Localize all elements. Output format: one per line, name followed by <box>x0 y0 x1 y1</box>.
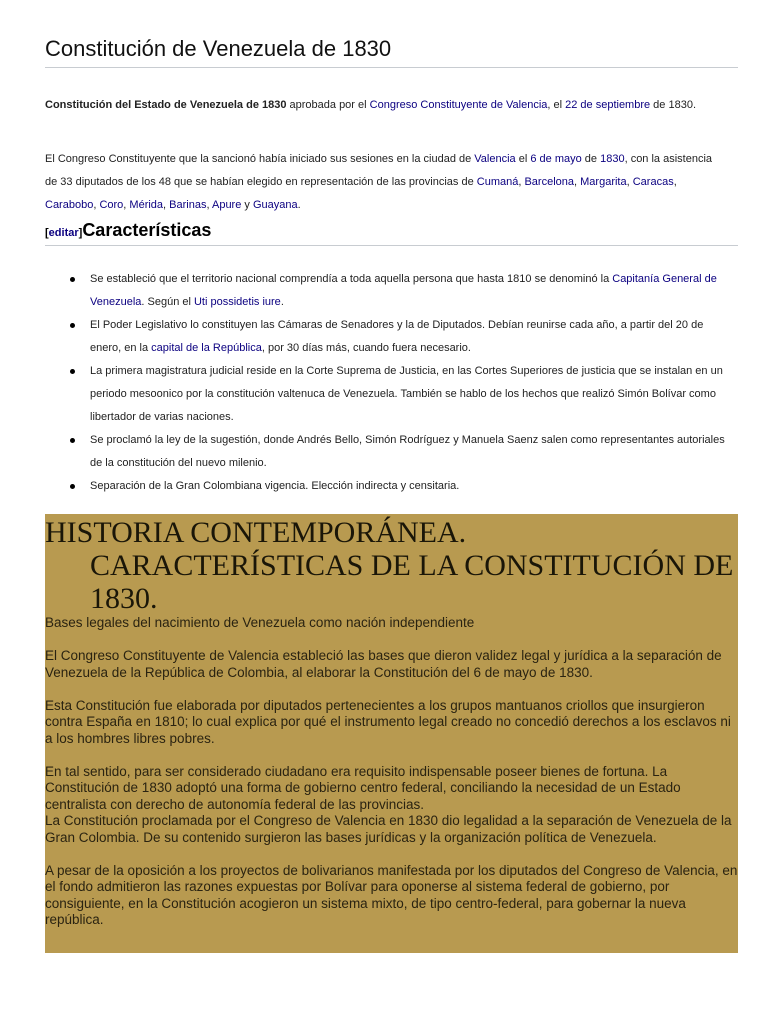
list-item-text: . Según el <box>141 296 194 308</box>
characteristics-list <box>69 268 729 498</box>
intro-text: aprobada por el <box>286 99 370 111</box>
link-uti-possidetis[interactable]: Uti possidetis iure <box>193 296 281 308</box>
intro-text: , el <box>547 99 566 111</box>
block-paragraph: La Constitución proclamada por el Congreso de Valencia en 1830 dio legalidad a la separación de Venezuela de la Gran Colombia. De su contenido surgieron las bases jurídicas y la organización política de Venezuela. <box>45 813 732 845</box>
section-heading-caracteristicas <box>45 220 738 246</box>
block-subtitle: Bases legales del nacimiento de Venezuela como nación independiente <box>45 615 475 630</box>
link-6-mayo[interactable]: 6 de mayo <box>530 153 582 165</box>
link-valencia[interactable]: Valencia <box>474 153 516 165</box>
list-item <box>69 268 729 314</box>
province-separator: , <box>163 199 170 211</box>
historia-contemporanea-block <box>45 514 738 953</box>
province-separator: , <box>93 199 100 211</box>
province-separator: , <box>626 176 633 188</box>
link-province-apure[interactable]: Apure <box>211 199 242 211</box>
block-heading: HISTORIA CONTEMPORÁNEA. CARACTERÍSTICAS DE LA CONSTITUCIÓN DE 1830. <box>45 516 734 615</box>
page-title: Constitución de Venezuela de 1830 <box>45 36 738 68</box>
edit-bracket-close: ] <box>78 227 83 239</box>
link-province-barinas[interactable]: Barinas <box>169 199 207 211</box>
list-item-text: Se estableció que el territorio nacional comprendía a toda aquella persona que hasta 1810 se denominó la <box>90 273 613 285</box>
province-separator: y <box>241 199 253 211</box>
list-item-text: . <box>280 296 284 308</box>
link-1830[interactable]: 1830 <box>600 153 625 165</box>
link-province-guayana[interactable]: Guayana <box>252 199 298 211</box>
province-separator: , <box>574 176 581 188</box>
intro-text: de 1830. <box>650 99 696 111</box>
intro-bold-title: Constitución del Estado de Venezuela de 1830 <box>45 99 287 111</box>
edit-bracket-open: [ <box>45 227 49 239</box>
link-province-caracas[interactable]: Caracas <box>632 176 674 188</box>
province-separator: , <box>123 199 130 211</box>
congress-text: , con la asistencia de 33 diputados de los 48 que se habían elegido en representación de las provincias de <box>45 153 713 188</box>
list-item: La primera magistratura judicial reside en la Corte Suprema de Justicia, en las Cortes Superiores de justicia que se instalan en un periodo mesoonico por la constitución valtenuca de Venezuela. También se hablo de los hechos que realizó Simón Bolívar como libertador de varias naciones. <box>69 360 729 429</box>
list-item <box>69 314 729 360</box>
block-paragraph: A pesar de la oposición a los proyectos de bolivarianos manifestada por los diputados del Congreso de Valencia, en el fondo admitieron las razones expuestas por Bolívar para oponerse al sistema federal de gobierno, por consiguiente, en la Constitución acogieron un sistema mixto, de tipo centro-federal, para gobernar la nueva república. <box>45 862 738 927</box>
list-item: Separación de la Gran Colombiana vigencia. Elección indirecta y censitaria. <box>69 475 729 498</box>
link-province-margarita[interactable]: Margarita <box>580 176 627 188</box>
block-paragraph: En tal sentido, para ser considerado ciudadano era requisito indispensable poseer bienes de fortuna. La Constitución de 1830 adoptó una forma de gobierno centro federal, conciliando la necesidad de un Estado centralista con derecho de autonomía federal de las provincias. <box>45 763 681 812</box>
province-separator: . <box>297 199 301 211</box>
link-province-coro[interactable]: Coro <box>99 199 124 211</box>
congress-text: de <box>581 153 601 165</box>
block-paragraph: Esta Constitución fue elaborada por diputados pertenecientes a los grupos mantuanos criollos que insurgieron contra España en 1810; lo cual explica por qué el instrumento legal creado no concedió derechos a los esclavos ni a los hombres libres pobres. <box>45 697 731 746</box>
province-separator: , <box>206 199 212 211</box>
section-heading-text: Características <box>82 220 212 240</box>
congress-text: el <box>515 153 531 165</box>
province-separator: , <box>673 176 677 188</box>
congress-paragraph <box>45 148 725 217</box>
list-item-text: , por 30 días más, cuando fuera necesario. <box>261 342 471 354</box>
province-separator: , <box>518 176 525 188</box>
link-capitania-general[interactable]: Capitanía General de Venezuela <box>90 273 717 308</box>
link-province-cumana[interactable]: Cumaná <box>476 176 519 188</box>
congress-text: El Congreso Constituyente que la sancionó había iniciado sus sesiones en la ciudad de <box>45 153 475 165</box>
link-22-septiembre[interactable]: 22 de septiembre <box>565 99 651 111</box>
link-province-carabobo[interactable]: Carabobo <box>45 199 94 211</box>
link-province-merida[interactable]: Mérida <box>129 199 164 211</box>
edit-section <box>45 227 82 239</box>
link-capital-republica[interactable]: capital de la República <box>151 342 262 354</box>
block-paragraph: El Congreso Constituyente de Valencia estableció las bases que dieron validez legal y jurídica a la separación de Venezuela de la República de Colombia, al elaborar la Constitución del 6 de mayo de 1830. <box>45 648 722 680</box>
intro-paragraph <box>45 94 725 117</box>
link-province-barcelona[interactable]: Barcelona <box>524 176 575 188</box>
link-congreso-valencia[interactable]: Congreso Constituyente de Valencia <box>369 99 548 111</box>
list-item: Se proclamó la ley de la sugestión, donde Andrés Bello, Simón Rodríguez y Manuela Saenz salen como representantes autoriales de la constitución del nuevo milenio. <box>69 429 729 475</box>
list-item-text: El Poder Legislativo lo constituyen las Cámaras de Senadores y la de Diputados. Debían reunirse cada año, a partir del 20 de enero, en la <box>90 319 704 354</box>
edit-link[interactable]: editar <box>48 227 79 239</box>
